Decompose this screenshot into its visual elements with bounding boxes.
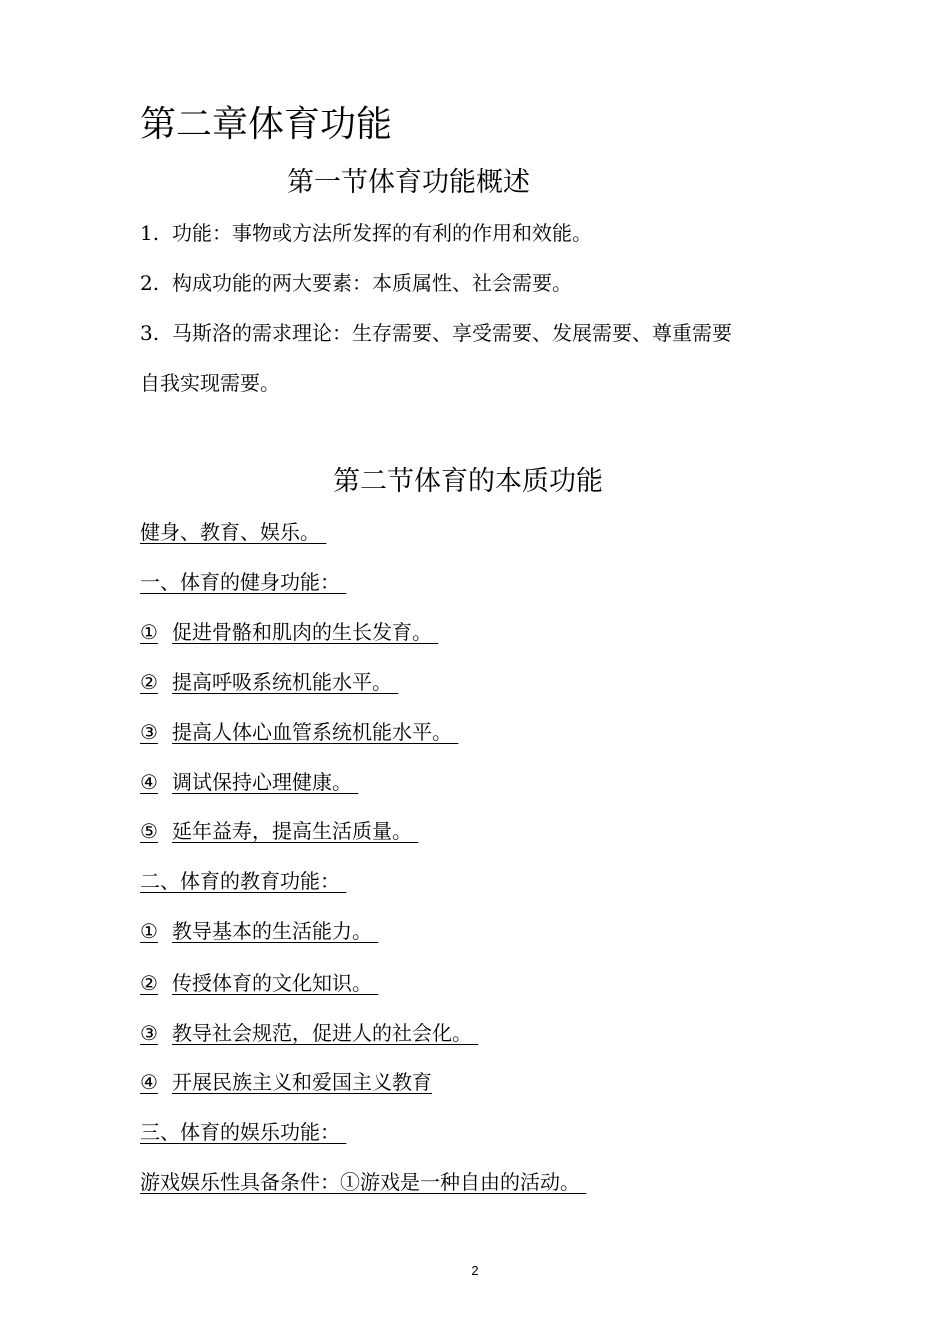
education-item-1	[140, 917, 378, 945]
item-text: 促进骨骼和肌肉的生长发育。	[172, 620, 432, 644]
item-text: 延年益寿，提高生活质量。	[172, 819, 412, 843]
item-text: 教导社会规范，促进人的社会化。	[172, 1021, 472, 1045]
entertainment-condition: 游戏娱乐性具备条件：①游戏是一种自由的活动。	[140, 1170, 580, 1194]
item-number: ①	[140, 919, 158, 943]
item-number: ③	[140, 1021, 158, 1045]
item-number: ④	[140, 1070, 158, 1094]
item-number: ②	[140, 971, 158, 995]
entertainment-heading: 三、体育的娱乐功能：	[140, 1120, 340, 1144]
item-number: ③	[140, 720, 158, 744]
education-item-2	[140, 969, 378, 997]
item-number: ①	[140, 620, 158, 644]
s1-item-2	[140, 269, 572, 297]
page-number: 2	[471, 1263, 479, 1278]
item-text: 提高人体心血管系统机能水平。	[172, 720, 452, 744]
s1-item-1	[140, 219, 592, 247]
fitness-item-1	[140, 618, 438, 646]
education-heading: 二、体育的教育功能：	[140, 869, 340, 893]
item-text: 调试保持心理健康。	[172, 770, 352, 794]
item-number: ④	[140, 770, 158, 794]
item-text: 构成功能的两大要素：本质属性、社会需要。	[172, 271, 572, 295]
item-number: ⑤	[140, 819, 158, 843]
s2-summary: 健身、教育、娱乐。	[140, 520, 320, 544]
item-text: 开展民族主义和爱国主义教育	[172, 1070, 432, 1094]
section-2-title: 第二节体育的本质功能	[333, 466, 603, 497]
fitness-item-5	[140, 817, 418, 845]
chapter-title: 第二章体育功能	[140, 104, 393, 145]
fitness-item-3	[140, 718, 458, 746]
item-number: 2.	[140, 271, 160, 295]
item-number: 1.	[140, 221, 160, 245]
item-text: 功能：事物或方法所发挥的有利的作用和效能。	[172, 221, 592, 245]
education-item-4	[140, 1068, 432, 1096]
fitness-item-2	[140, 668, 398, 696]
section-1-title: 第一节体育功能概述	[287, 167, 530, 198]
item-number: 3.	[140, 321, 160, 345]
item-text: 提高呼吸系统机能水平。	[172, 670, 392, 694]
s1-item-3-continuation: 自我实现需要。	[140, 371, 280, 395]
item-text: 教导基本的生活能力。	[172, 919, 372, 943]
fitness-heading: 一、体育的健身功能：	[140, 570, 340, 594]
fitness-item-4	[140, 768, 358, 796]
item-number: ②	[140, 670, 158, 694]
item-text: 传授体育的文化知识。	[172, 971, 372, 995]
item-text: 马斯洛的需求理论：生存需要、享受需要、发展需要、尊重需要	[172, 321, 732, 345]
education-item-3	[140, 1019, 478, 1047]
s1-item-3	[140, 319, 732, 347]
